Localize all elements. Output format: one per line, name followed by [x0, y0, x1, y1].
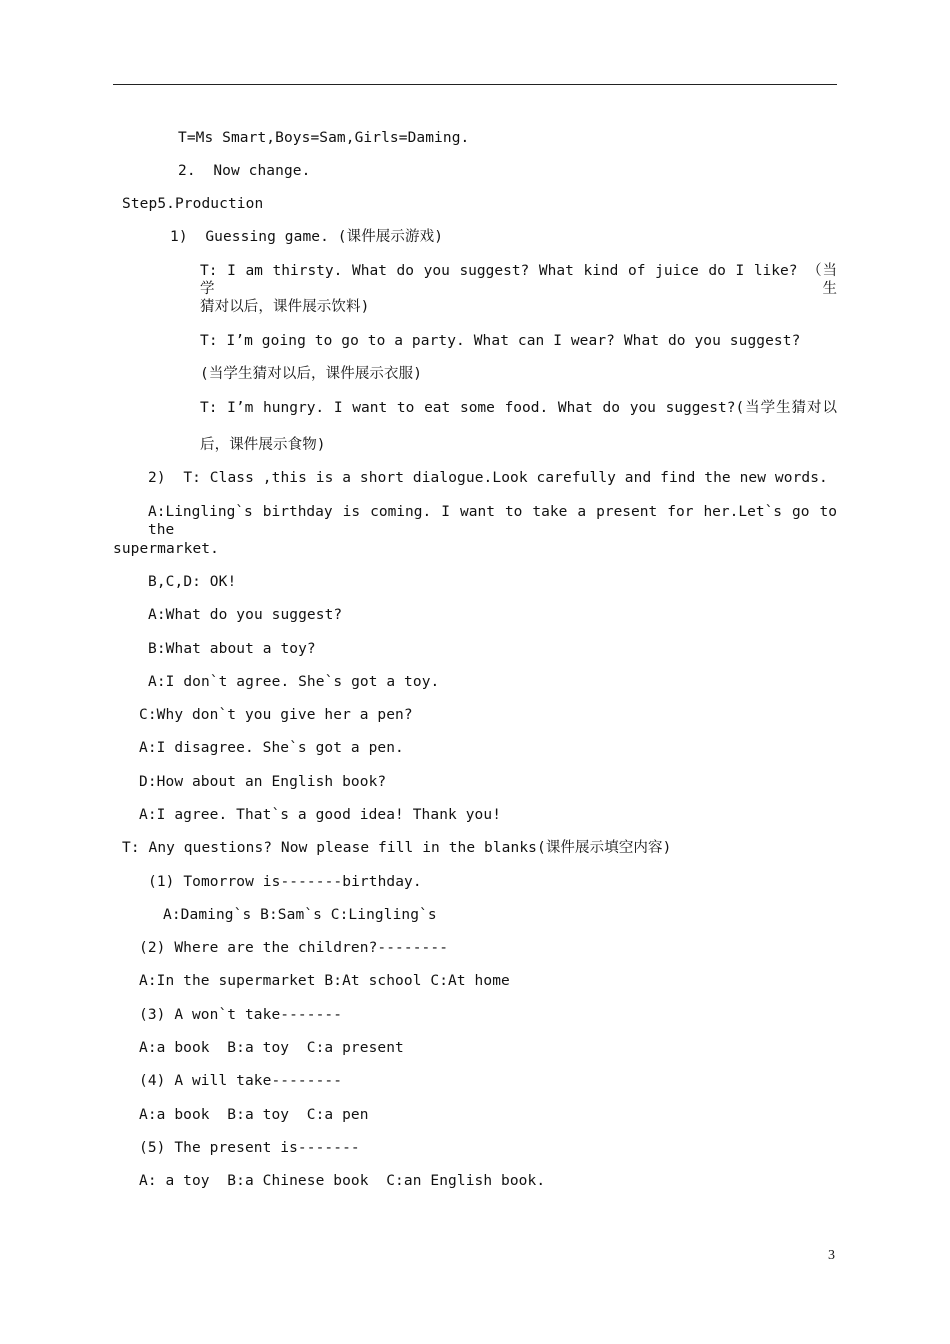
question-1-options: A:Daming`s B:Sam`s C:Lingling`s [163, 907, 437, 923]
dialogue-line-4: B:What about a toy? [148, 641, 316, 657]
dialogue-line-2: B,C,D: OK! [148, 574, 237, 590]
guess-q2-line1: T: I’m going to go to a party. What can I wear? What do you suggest? [200, 333, 801, 349]
dialogue-line-3: A:What do you suggest? [148, 607, 343, 623]
dialogue-line-7: A:I disagree. She`s got a pen. [139, 740, 404, 756]
guess-q3-line1: T: I’m hungry. I want to eat some food. What do you suggest?(当学生猜对以 [200, 400, 837, 416]
question-4-options: A:a book B:a toy C:a pen [139, 1107, 369, 1123]
question-2-options: A:In the supermarket B:At school C:At home [139, 973, 510, 989]
now-change-line: 2. Now change. [178, 163, 311, 179]
guess-q1-line1: T: I am thirsty. What do you suggest? What kind of juice do I like? （当学生 [200, 263, 837, 297]
question-2: (2) Where are the children?-------- [139, 940, 449, 956]
roles-line: T=Ms Smart,Boys=Sam,Girls=Daming. [178, 130, 470, 146]
guess-q1-line2: 猜对以后，课件展示饮料) [200, 299, 370, 315]
guess-q3-line2: 后，课件展示食物) [200, 437, 326, 453]
step5-heading: Step5.Production [122, 196, 264, 212]
page-number: 3 [828, 1248, 835, 1263]
question-5: (5) The present is------- [139, 1140, 360, 1156]
guessing-game-title: 1) Guessing game. (课件展示游戏) [170, 229, 444, 245]
dialogue-intro: 2) T: Class ,this is a short dialogue.Look carefully and find the new words. [148, 470, 828, 486]
dialogue-line-6: C:Why don`t you give her a pen? [139, 707, 413, 723]
question-5-options: A: a toy B:a Chinese book C:an English book. [139, 1173, 546, 1189]
dialogue-line-1b: supermarket. [113, 541, 219, 557]
dialogue-line-9: A:I agree. That`s a good idea! Thank you! [139, 807, 502, 823]
questions-intro: T: Any questions? Now please fill in the blanks(课件展示填空内容) [122, 840, 672, 856]
header-rule [113, 84, 837, 85]
dialogue-line-5: A:I don`t agree. She`s got a toy. [148, 674, 440, 690]
dialogue-line-1a: A:Lingling`s birthday is coming. I want to take a present for her.Let`s go to the [148, 504, 837, 538]
dialogue-line-8: D:How about an English book? [139, 774, 387, 790]
question-3: (3) A won`t take------- [139, 1007, 343, 1023]
question-3-options: A:a book B:a toy C:a present [139, 1040, 404, 1056]
question-1: (1) Tomorrow is-------birthday. [148, 874, 422, 890]
question-4: (4) A will take-------- [139, 1073, 343, 1089]
guess-q2-line2: (当学生猜对以后，课件展示衣服) [200, 366, 423, 382]
